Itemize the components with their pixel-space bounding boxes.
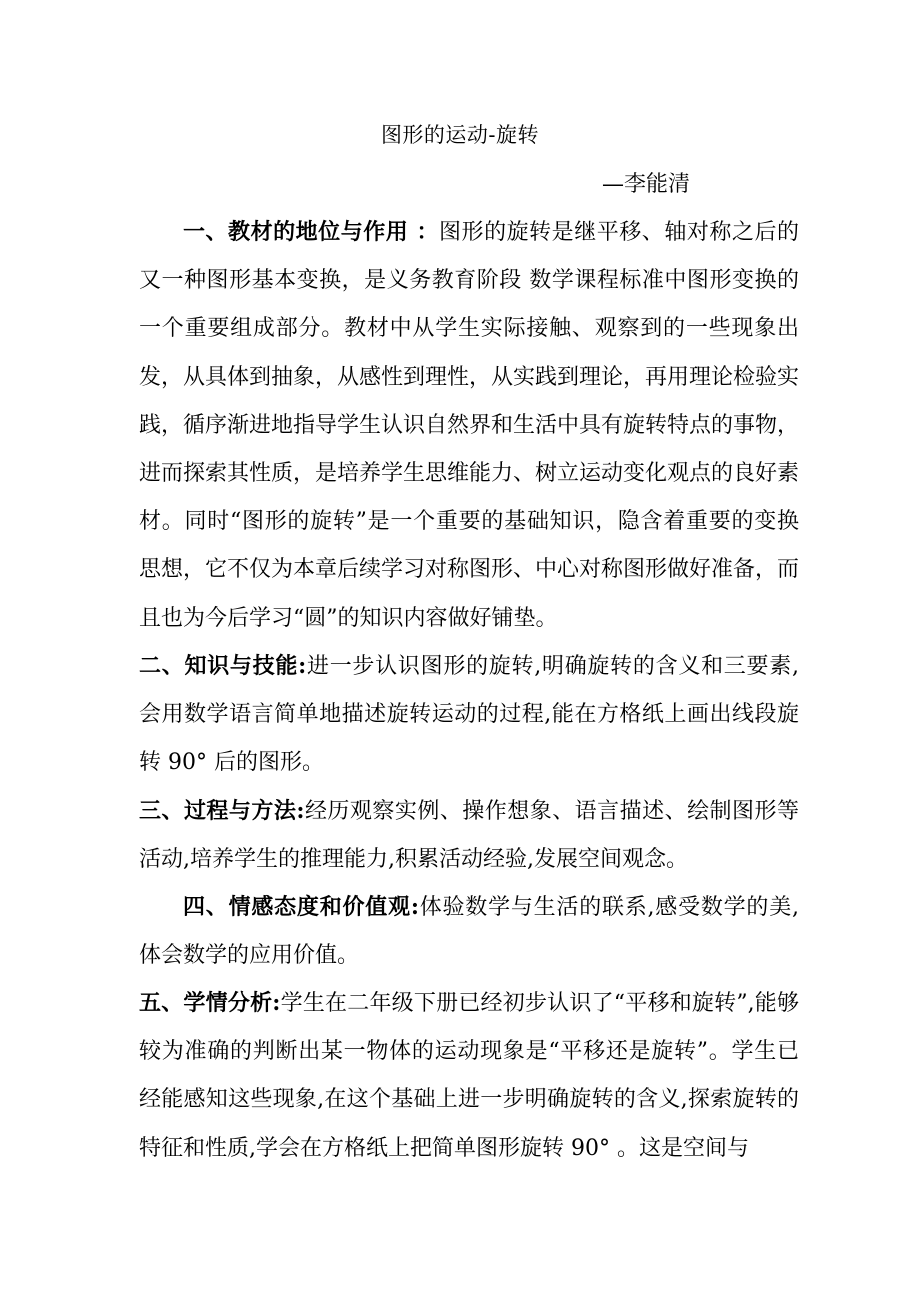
section-paragraph — [139, 883, 799, 980]
section-heading: 五、学情分析: — [139, 990, 281, 1016]
section-paragraph — [139, 787, 799, 884]
section-paragraph — [139, 208, 799, 643]
section-body: 学生在二年级下册已经初步认识了“平移和旋转”,能够较为准确的判断出某一物体的运动现象是“平移还是旋转”。学生已经能感知这些现象,在这个基础上进一步明确旋转的含义,探索旋转的特征和性质,学会在方格纸上把简单图形旋转 90° 。这是空间与 — [139, 991, 799, 1161]
section-heading: 一、教材的地位与作用 ： — [183, 219, 440, 245]
document-title: 图形的运动-旋转 — [380, 123, 540, 147]
section-paragraph — [139, 979, 799, 1173]
section-body: 图形的旋转是继平移、轴对称之后的又一种图形基本变换，是义务教育阶段 数学课程标准中图形变换的一个重要组成部分。教材中从学生实际接触、观察到的一些现象出发，从具体到抽象，从感性到理性，从实践到理论，再用理论检验实践，循序渐进地指导学生认识自然界和生活中具有旋转特点的事物，进而探索其性质，是培养学生思维能力、树立运动变化观点的良好素材。同时“图形的旋转”是一个重要的基础知识，隐含着重要的变换思想，它不仅为本章后续学习对称图形、中心对称图形做好准备，而且也为今后学习“圆”的知识内容做好铺垫。 — [139, 220, 800, 631]
document-author: —李能清 — [602, 172, 691, 197]
section-body: 进一步认识图形的旋转,明确旋转的含义和三要素,会用数学语言简单地描述旋转运动的过程,能在方格纸上画出线段旋转 90° 后的图形。 — [139, 654, 799, 776]
section-paragraph — [139, 642, 799, 788]
section-heading: 三、过程与方法: — [139, 798, 305, 824]
section-heading: 二、知识与技能: — [139, 653, 307, 679]
section-body: 体验数学与生活的联系,感受数学的美,体会数学的应用价值。 — [139, 895, 799, 969]
section-body: 经历观察实例、操作想象、语言描述、绘制图形等活动,培养学生的推理能力,积累活动经验,发展空间观念。 — [139, 799, 799, 873]
section-heading: 四、情感态度和价值观: — [183, 894, 419, 920]
